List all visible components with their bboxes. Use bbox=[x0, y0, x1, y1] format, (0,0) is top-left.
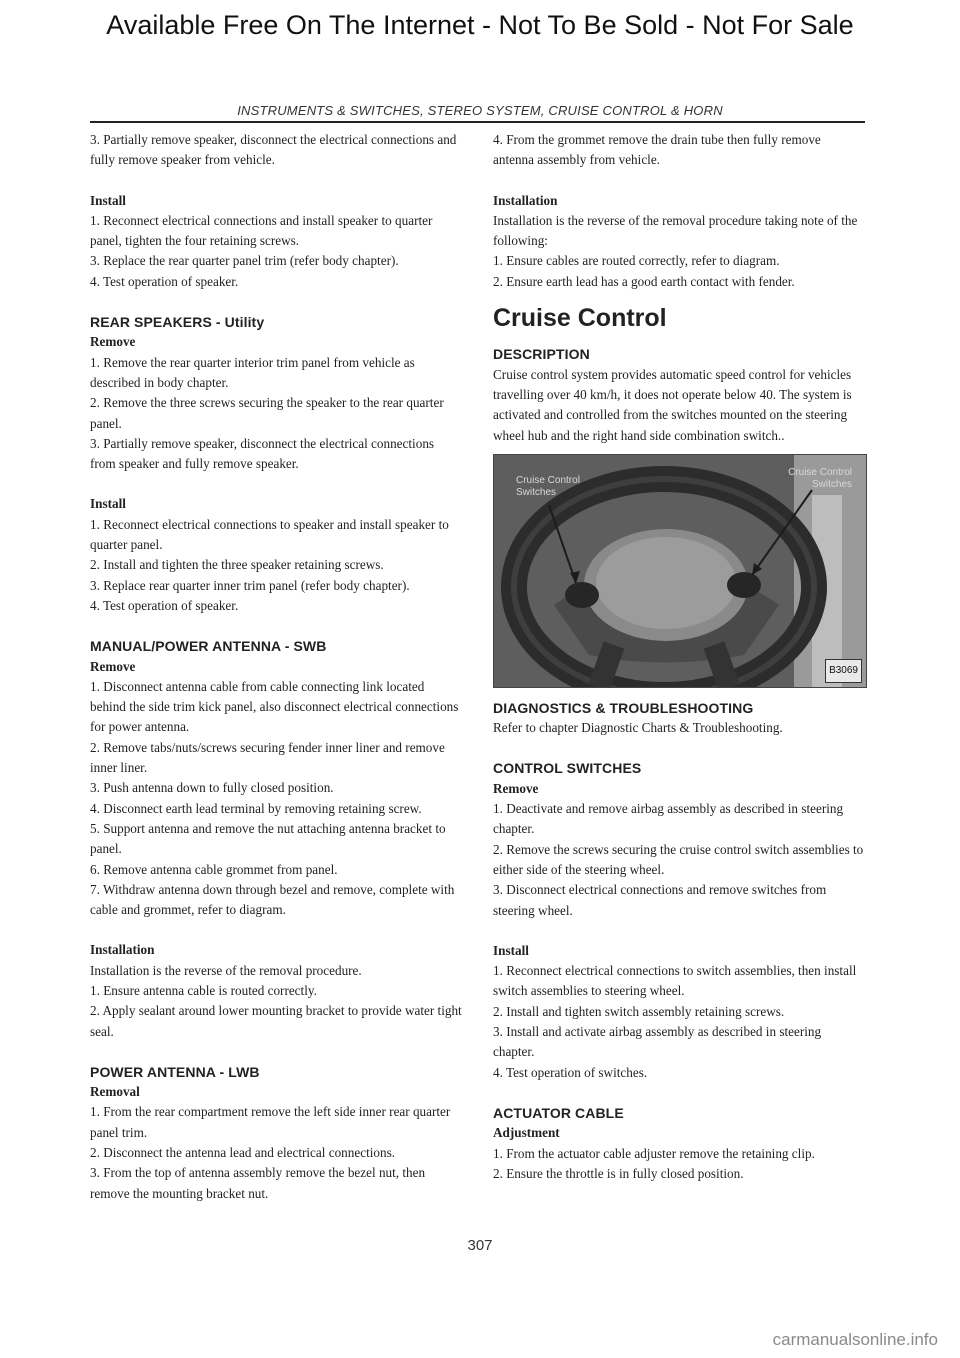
header-rule bbox=[90, 121, 865, 123]
install-step: 4. Test operation of switches. bbox=[493, 1064, 648, 1080]
adjustment-heading: Adjustment bbox=[493, 1125, 560, 1141]
installation-heading: Installation bbox=[90, 942, 155, 958]
remove-step: 4. Disconnect earth lead terminal by removing retaining screw. bbox=[90, 800, 422, 816]
adjustment-step: 2. Ensure the throttle is in fully closed position. bbox=[493, 1165, 744, 1181]
install-step: 3. Replace rear quarter inner trim panel (refer body chapter). bbox=[90, 577, 410, 593]
remove-heading: Remove bbox=[90, 658, 136, 674]
install-step: 3. Replace the rear quarter panel trim (refer body chapter). bbox=[90, 253, 399, 269]
adjustment-step: 1. From the actuator cable adjuster remove the retaining clip. bbox=[493, 1145, 815, 1161]
install-heading: Install bbox=[90, 496, 126, 512]
install-step: 4. Test operation of speaker. bbox=[90, 597, 239, 613]
antenna-swb-heading: MANUAL/POWER ANTENNA - SWB bbox=[90, 638, 327, 655]
remove-step: 1. Remove the rear quarter interior trim panel from vehicle as described in body chapter. bbox=[90, 354, 415, 390]
remove-step: 1. Deactivate and remove airbag assembly as described in steering chapter. bbox=[493, 801, 844, 837]
installation-intro: Installation is the reverse of the removal procedure. bbox=[90, 962, 362, 978]
install-heading: Install bbox=[90, 192, 126, 208]
removal-step: 3. From the top of antenna assembly remove the bezel nut, then remove the mounting bracket nut. bbox=[90, 1165, 426, 1201]
remove-step: 2. Remove tabs/nuts/screws securing fender inner liner and remove inner liner. bbox=[90, 739, 445, 776]
actuator-cable-heading: ACTUATOR CABLE bbox=[493, 1104, 624, 1121]
right-column bbox=[493, 130, 865, 1184]
removal-step: 1. From the rear compartment remove the left side inner rear quarter panel trim. bbox=[90, 1104, 451, 1140]
install-heading: Install bbox=[493, 942, 529, 958]
antenna-lwb-heading: POWER ANTENNA - LWB bbox=[90, 1063, 260, 1080]
diagnostics-text: Refer to chapter Diagnostic Charts & Troubleshooting. bbox=[493, 720, 783, 736]
install-step: 1. Reconnect electrical connections and install speaker to quarter panel, tighten the four retaining screws. bbox=[90, 212, 433, 249]
install-step: 2. Install and tighten switch assembly retaining screws. bbox=[493, 1003, 785, 1019]
remove-step: 3. Disconnect electrical connections and remove switches from steering wheel. bbox=[493, 882, 827, 918]
description-heading: DESCRIPTION bbox=[493, 346, 590, 363]
install-step: 3. Install and activate airbag assembly as described in steering chapter. bbox=[493, 1024, 822, 1060]
install-step: 1. Reconnect electrical connections to switch assemblies, then install switch assemblies to steering wheel. bbox=[493, 963, 857, 999]
removal-step: 2. Disconnect the antenna lead and electrical connections. bbox=[90, 1145, 396, 1161]
remove-step: 5. Support antenna and remove the nut attaching antenna bracket to panel. bbox=[90, 820, 446, 857]
running-header: INSTRUMENTS & SWITCHES, STEREO SYSTEM, CRUISE CONTROL & HORN bbox=[237, 103, 723, 118]
rear-speakers-heading: REAR SPEAKERS - Utility bbox=[90, 314, 265, 331]
continue-step: 4. From the grommet remove the drain tube then fully remove antenna assembly from vehicle. bbox=[493, 132, 821, 168]
remove-step: 3. Push antenna down to fully closed position. bbox=[90, 780, 334, 796]
remove-step: 7. Withdraw antenna down through bezel and remove, complete with cable and grommet, refer to diagram. bbox=[90, 881, 455, 918]
installation-step: 2. Apply sealant around lower mounting bracket to provide water tight seal. bbox=[90, 1003, 462, 1039]
callout-left-switches: Cruise Control Switches bbox=[516, 474, 580, 498]
installation-step: 1. Ensure antenna cable is routed correctly. bbox=[90, 982, 317, 998]
install-step: 1. Reconnect electrical connections to speaker and install speaker to quarter panel. bbox=[90, 516, 449, 553]
remove-step: 6. Remove antenna cable grommet from panel. bbox=[90, 861, 338, 877]
remove-step: 3. Partially remove speaker, disconnect the electrical connections from speaker and fully remove speaker. bbox=[90, 435, 435, 472]
left-column bbox=[90, 130, 462, 1204]
callout-right-switches: Cruise Control Switches bbox=[788, 466, 852, 490]
diagnostics-heading: DIAGNOSTICS & TROUBLESHOOTING bbox=[493, 699, 754, 716]
control-switches-heading: CONTROL SWITCHES bbox=[493, 760, 642, 777]
installation-heading: Installation bbox=[493, 192, 558, 208]
cruise-control-title: Cruise Control bbox=[493, 304, 667, 333]
installation-intro: Installation is the reverse of the removal procedure taking note of the following: bbox=[493, 212, 858, 249]
steering-wheel-photo bbox=[493, 454, 867, 688]
free-distribution-banner: Available Free On The Internet - Not To Be Sold - Not For Sale bbox=[106, 10, 854, 40]
description-text: Cruise control system provides automatic speed control for vehicles travelling over 40 km/h, it does not operate below 40. The system is activated and controlled from the switches mounted on the steering wheel hub and the right hand side combination switch.. bbox=[493, 366, 852, 443]
install-step: 4. Test operation of speaker. bbox=[90, 273, 239, 289]
removal-heading: Removal bbox=[90, 1084, 140, 1100]
remove-step: 1. Disconnect antenna cable from cable connecting link located behind the side trim kick panel, also disconnect electrical connections for power antenna. bbox=[90, 678, 459, 735]
site-watermark: carmanualsonline.info bbox=[772, 1330, 938, 1349]
installation-step: 1. Ensure cables are routed correctly, refer to diagram. bbox=[493, 253, 780, 269]
remove-step: 2. Remove the three screws securing the speaker to the rear quarter panel. bbox=[90, 395, 444, 431]
remove-heading: Remove bbox=[90, 334, 136, 350]
remove-heading: Remove bbox=[493, 780, 539, 796]
figure-code: B3069 bbox=[825, 659, 862, 683]
intro-step: 3. Partially remove speaker, disconnect the electrical connections and fully remove speaker from vehicle. bbox=[90, 132, 457, 168]
installation-step: 2. Ensure earth lead has a good earth contact with fender. bbox=[493, 273, 795, 289]
install-step: 2. Install and tighten the three speaker retaining screws. bbox=[90, 557, 384, 573]
remove-step: 2. Remove the screws securing the cruise control switch assemblies to either side of the steering wheel. bbox=[493, 841, 864, 877]
page-number: 307 bbox=[467, 1237, 493, 1254]
